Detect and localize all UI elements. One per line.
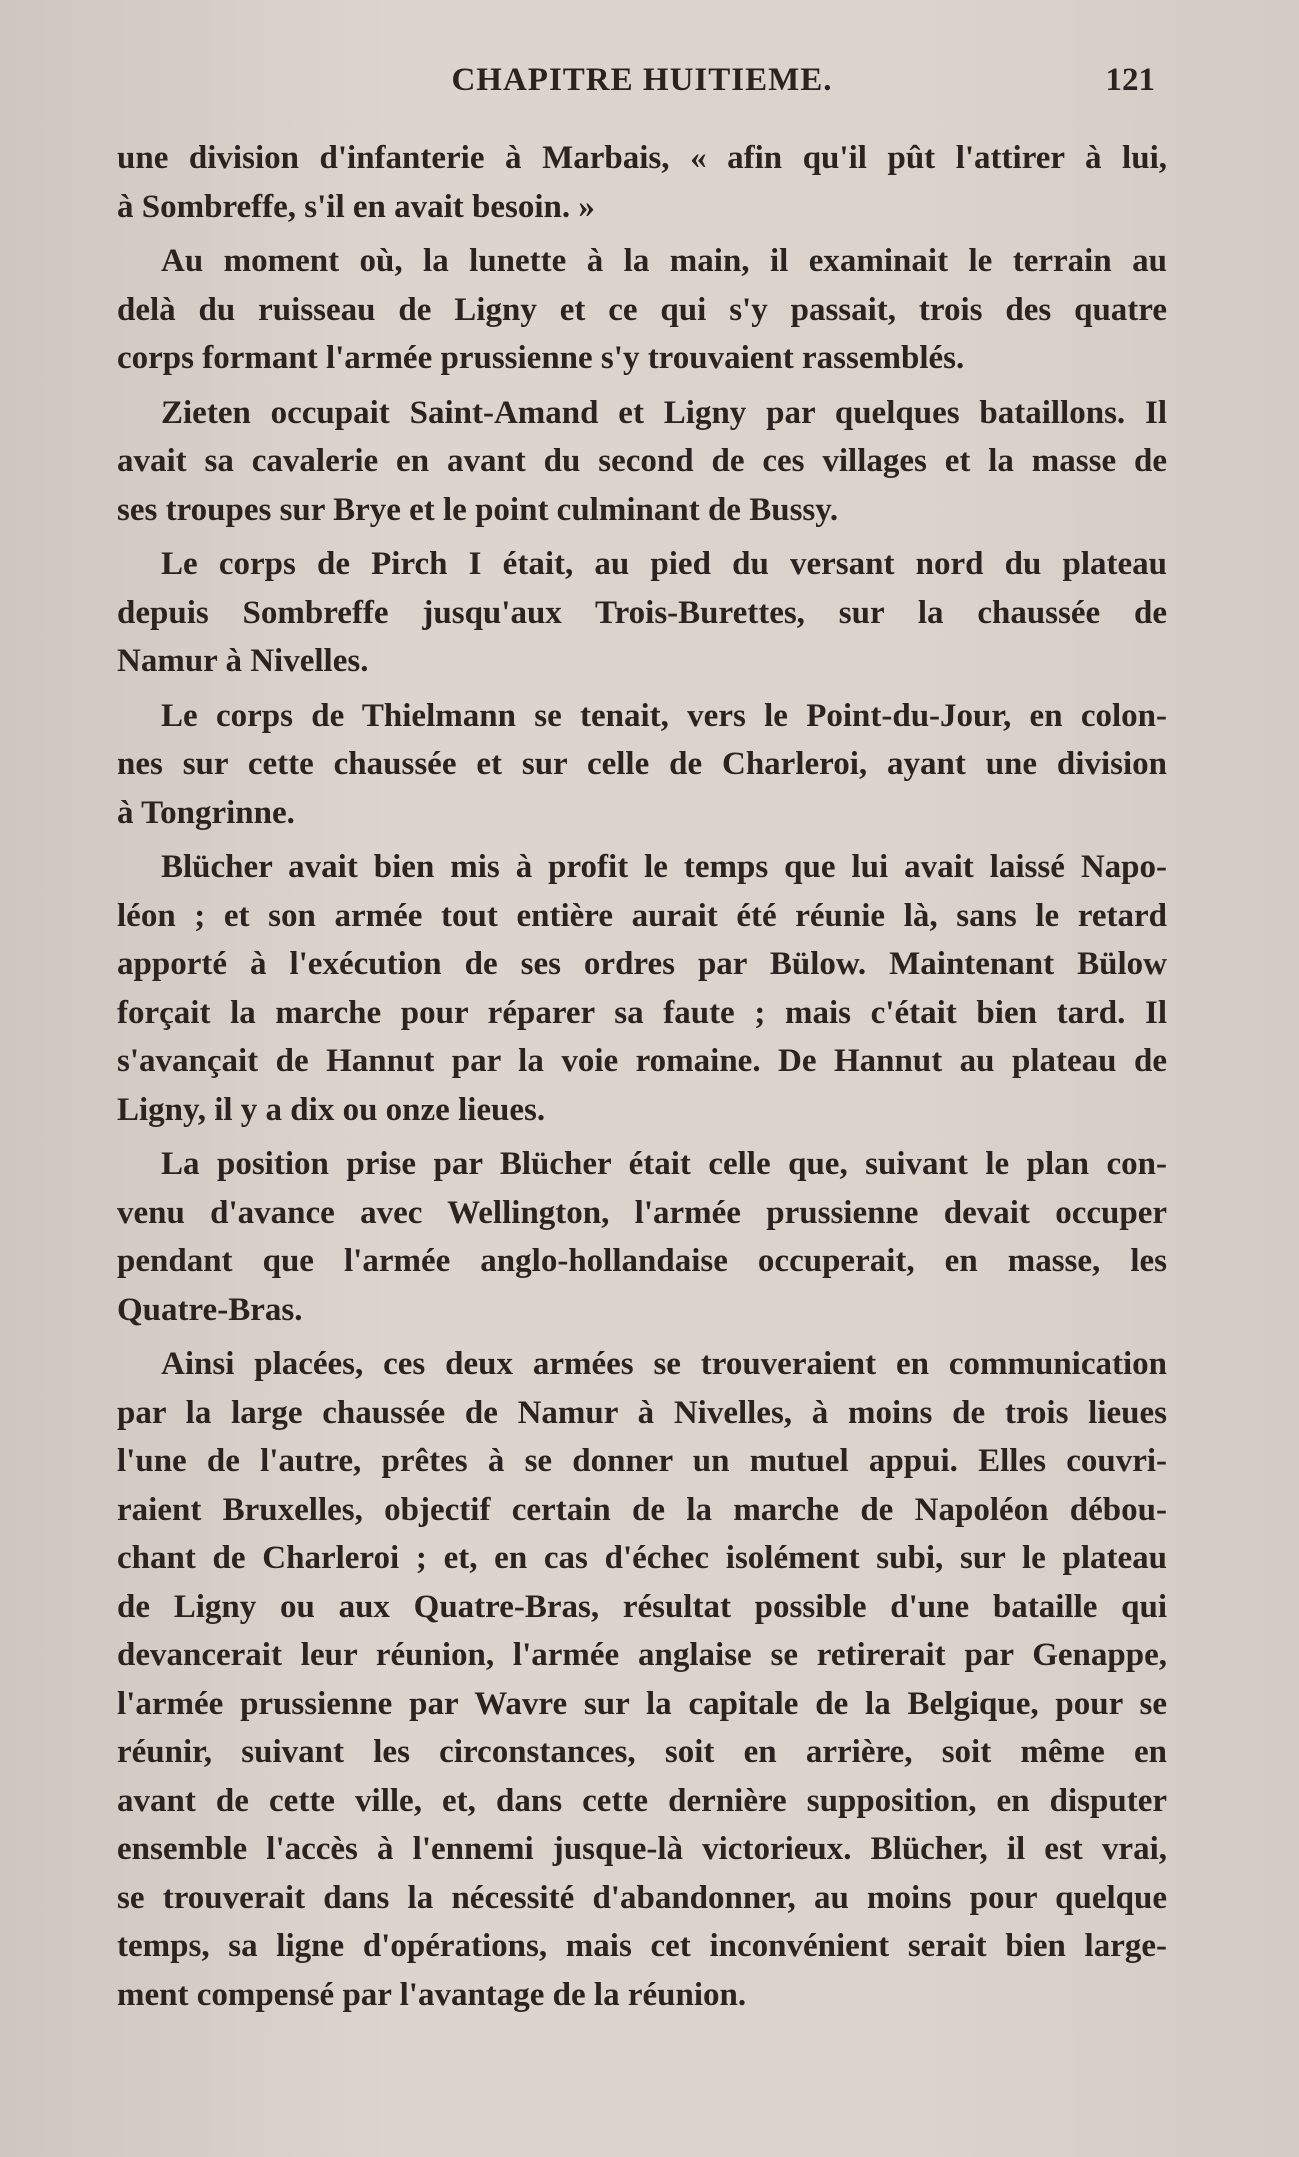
text-line: se trouverait dans la nécessité d'abandonner, au moins pour quelque bbox=[117, 1879, 1167, 1916]
text-line: corps formant l'armée prussienne s'y trouvaient rassemblés. bbox=[117, 340, 965, 376]
paragraph bbox=[117, 134, 1167, 231]
text-line: avait sa cavalerie en avant du second de ces villages et la masse de bbox=[117, 443, 1167, 479]
text-line: une division d'infanterie à Marbais, « afin qu'il pût l'attirer à lui, bbox=[117, 140, 1167, 176]
text-line: à Tongrinne. bbox=[117, 794, 295, 831]
text-line: pendant que l'armée anglo-hollandaise occuperait, en masse, les bbox=[117, 1243, 1167, 1279]
text-line: l'armée prussienne par Wavre sur la capitale de la Belgique, pour se bbox=[117, 1685, 1167, 1722]
text-line: Blücher avait bien mis à profit le temps que lui avait laissé Napo- bbox=[161, 849, 1167, 885]
paragraph bbox=[117, 843, 1167, 1134]
text-line: depuis Sombreffe jusqu'aux Trois-Burettes, sur la chaussée de bbox=[117, 594, 1167, 631]
text-line: par la large chaussée de Namur à Nivelles, à moins de trois lieues bbox=[117, 1394, 1167, 1431]
text-line: Ainsi placées, ces deux armées se trouveraient en communication bbox=[161, 1346, 1167, 1382]
text-line: Le corps de Thielmann se tenait, vers le Point-du-Jour, en colon- bbox=[161, 697, 1167, 734]
text-line: venu d'avance avec Wellington, l'armée prussienne devait occuper bbox=[117, 1194, 1167, 1231]
text-line: devancerait leur réunion, l'armée anglaise se retirerait par Genappe, bbox=[117, 1637, 1167, 1673]
text-line: raient Bruxelles, objectif certain de la marche de Napoléon débou- bbox=[117, 1491, 1167, 1528]
text-line: La position prise par Blücher était celle que, suivant le plan con- bbox=[161, 1146, 1167, 1182]
text-line: réunir, suivant les circonstances, soit en arrière, soit même en bbox=[117, 1734, 1167, 1770]
text-line: ses troupes sur Brye et le point culminant de Bussy. bbox=[117, 491, 839, 528]
running-header bbox=[117, 62, 1167, 106]
text-line: ment compensé par l'avantage de la réunion. bbox=[117, 1976, 747, 2013]
text-line: Le corps de Pirch I était, au pied du versant nord du plateau bbox=[161, 546, 1167, 582]
text-line: Zieten occupait Saint-Amand et Ligny par quelques bataillons. Il bbox=[161, 394, 1167, 431]
text-line: de Ligny ou aux Quatre-Bras, résultat possible d'une bataille qui bbox=[117, 1588, 1167, 1625]
text-line: chant de Charleroi ; et, en cas d'échec isolément subi, sur le plateau bbox=[117, 1540, 1167, 1576]
paragraph bbox=[117, 1140, 1167, 1334]
chapter-title: CHAPITRE HUITIEME. bbox=[451, 62, 833, 98]
text-line: apporté à l'exécution de ses ordres par Bülow. Maintenant Bülow bbox=[117, 946, 1167, 982]
paragraph bbox=[117, 692, 1167, 838]
text-line: Quatre-Bras. bbox=[117, 1291, 303, 1328]
text-line: Ligny, il y a dix ou onze lieues. bbox=[117, 1091, 546, 1128]
text-line: à Sombreffe, s'il en avait besoin. » bbox=[117, 188, 595, 225]
text-line: avant de cette ville, et, dans cette dernière supposition, en disputer bbox=[117, 1782, 1167, 1819]
text-line: ensemble l'accès à l'ennemi jusque-là victorieux. Blücher, il est vrai, bbox=[117, 1831, 1167, 1867]
paragraph bbox=[117, 389, 1167, 535]
paragraph bbox=[117, 1340, 1167, 2019]
text-line: léon ; et son armée tout entière aurait été réunie là, sans le retard bbox=[117, 897, 1167, 934]
text-line: Au moment où, la lunette à la main, il examinait le terrain au bbox=[161, 243, 1167, 279]
text-line: s'avançait de Hannut par la voie romaine. De Hannut au plateau de bbox=[117, 1043, 1167, 1079]
text-line: Namur à Nivelles. bbox=[117, 643, 369, 679]
text-line: temps, sa ligne d'opérations, mais cet inconvénient serait bien large- bbox=[117, 1928, 1167, 1964]
paragraph bbox=[117, 237, 1167, 383]
text-line: forçait la marche pour réparer sa faute ; mais c'était bien tard. Il bbox=[117, 994, 1167, 1031]
page-number: 121 bbox=[1105, 62, 1155, 98]
text-line: delà du ruisseau de Ligny et ce qui s'y passait, trois des quatre bbox=[117, 291, 1167, 328]
page-body bbox=[117, 134, 1167, 2019]
paragraph bbox=[117, 540, 1167, 686]
text-line: l'une de l'autre, prêtes à se donner un mutuel appui. Elles couvri- bbox=[117, 1443, 1167, 1479]
text-line: nes sur cette chaussée et sur celle de Charleroi, ayant une division bbox=[117, 746, 1167, 782]
